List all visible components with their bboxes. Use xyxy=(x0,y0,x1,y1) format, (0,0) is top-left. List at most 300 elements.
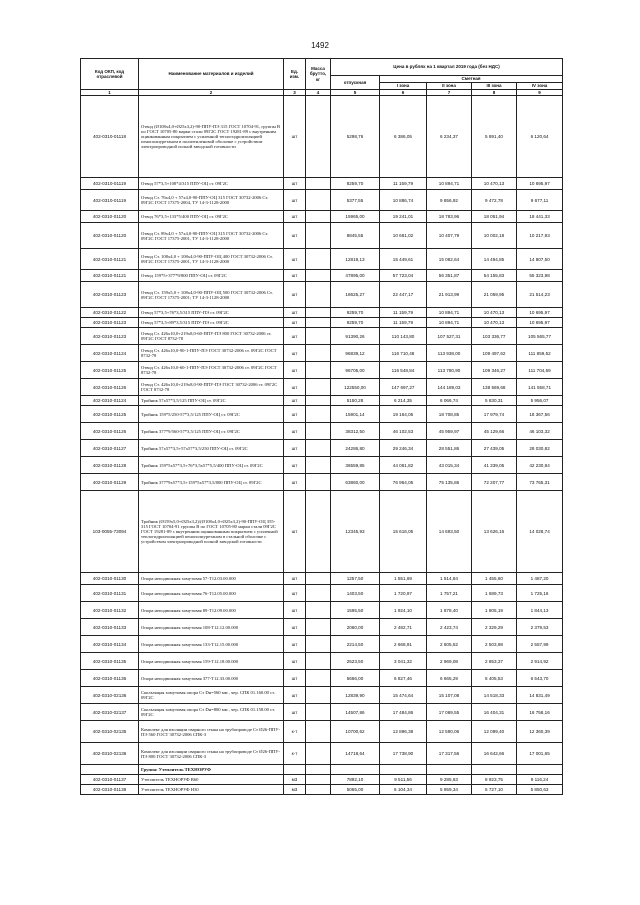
row-price-zone-2: 6 066,74 xyxy=(427,396,472,406)
row-price-zone-1: 6 386,05 xyxy=(380,96,427,178)
header-price-title: Цена в рублях на 1 квартал 2019 года (без НДС) xyxy=(331,59,563,76)
row-code: 402-0310-01123 xyxy=(81,282,139,308)
row-price-zone-4: 9 116,24 xyxy=(517,775,563,785)
row-price-release: 18625,27 xyxy=(331,282,380,308)
row-name: Отвод Ст. 426х10,0+219х8,0-60-ППУ-ПЭ 800 ГОСТ 30732-2006 ст. 09Г2С ГОСТ 8732-78 xyxy=(139,328,284,345)
row-mass xyxy=(306,721,331,743)
row-price-zone-2: 10 894,71 xyxy=(427,308,472,318)
col-index: 6 xyxy=(380,90,427,96)
row-price-zone-4: 105 565,77 xyxy=(517,328,563,345)
row-price-release: 36559,85 xyxy=(331,457,380,474)
row-price-release: 5377,55 xyxy=(331,190,380,211)
row-price-release: 9259,70 xyxy=(331,308,380,318)
row-price-zone-3: 10 002,18 xyxy=(472,223,517,249)
row-price-zone-2: 10 894,71 xyxy=(427,178,472,190)
row-price-zone-3: 2 853,37 xyxy=(472,653,517,670)
table-row xyxy=(81,440,563,457)
row-price-zone-4: 16 758,16 xyxy=(517,704,563,721)
row-price-zone-2: 1 757,21 xyxy=(427,585,472,602)
row-price-zone-2: 107 527,31 xyxy=(427,328,472,345)
table-row xyxy=(81,491,563,573)
header-zone-2: II зона xyxy=(427,83,472,90)
row-price-zone-2: 10 894,71 xyxy=(427,318,472,328)
row-price-zone-3: 103 336,77 xyxy=(472,328,517,345)
row-mass xyxy=(306,440,331,457)
header-zone-3: III зона xyxy=(472,83,517,90)
row-unit: шт xyxy=(284,270,306,282)
row-price-release: 5298,76 xyxy=(331,96,380,178)
row-mass xyxy=(306,573,331,585)
row-price-zone-1: 6 827,46 xyxy=(380,670,427,687)
row-price-zone-3: 10 470,13 xyxy=(472,318,517,328)
row-code: 402-0310-01120 xyxy=(81,211,139,223)
row-mass xyxy=(306,406,331,423)
row-unit: шт xyxy=(284,178,306,190)
row-price-zone-4: 1 487,20 xyxy=(517,573,563,585)
row-code: 402-0310-02136 xyxy=(81,687,139,704)
row-unit: шт xyxy=(284,190,306,211)
row-price-zone-1: 76 964,05 xyxy=(380,474,427,491)
row-price-zone-4: 10 695,97 xyxy=(517,178,563,190)
row-name: Отвод 57*3,5+76*3,5/315 ППУ-ПЭ ст. 09Г2С xyxy=(139,308,284,318)
row-price-release: 9259,70 xyxy=(331,318,380,328)
row-price-zone-2: 144 189,03 xyxy=(427,379,472,396)
row-mass xyxy=(306,423,331,440)
row-unit: к-т xyxy=(284,721,306,743)
header-name: Наименование материалов и изделий xyxy=(139,59,284,90)
row-name: Утеплитель ТЕХНОРУФ В60 xyxy=(139,775,284,785)
row-name: Опора неподвижная хомутовая 377-Т12.33.00.000 xyxy=(139,670,284,687)
row-price-zone-4: 17 001,65 xyxy=(517,743,563,765)
table-row xyxy=(81,457,563,474)
row-price-zone-2: 18 708,85 xyxy=(427,406,472,423)
row-price-release: 47895,00 xyxy=(331,270,380,282)
row-unit: шт xyxy=(284,379,306,396)
row-price-zone-1 xyxy=(380,765,427,775)
row-price-zone-2: 2 423,74 xyxy=(427,619,472,636)
row-price-zone-1: 10 886,74 xyxy=(380,190,427,211)
row-price-zone-2: 28 551,86 xyxy=(427,440,472,457)
row-price-zone-1: 29 246,34 xyxy=(380,440,427,457)
row-price-release: 14718,64 xyxy=(331,743,380,765)
row-mass xyxy=(306,345,331,362)
row-price-zone-4: 2 557,99 xyxy=(517,636,563,653)
row-name: Отвод Ст. 426х10,0-60-1-ППУ-ПЭ ГОСТ 30732-2006 ст. 09Г2С ГОСТ 8732-78 xyxy=(139,362,284,379)
row-price-release: 2214,50 xyxy=(331,636,380,653)
table-row xyxy=(81,653,563,670)
row-price-zone-3: 72 207,77 xyxy=(472,474,517,491)
table-row xyxy=(81,282,563,308)
table-row xyxy=(81,178,563,190)
row-mass xyxy=(306,743,331,765)
row-unit: шт xyxy=(284,308,306,318)
row-code: 402-0310-01118 xyxy=(81,96,139,178)
row-price-zone-2: 113 938,00 xyxy=(427,345,472,362)
row-code: 402-0310-01124 xyxy=(81,396,139,406)
row-price-zone-3: 5 830,31 xyxy=(472,396,517,406)
row-name: Опора неподвижная хомутовая 57-Т12.03.00.000 xyxy=(139,573,284,585)
row-price-zone-1: 11 159,79 xyxy=(380,318,427,328)
header-zone-4: IV зона xyxy=(517,83,563,90)
row-price-zone-1: 6 214,35 xyxy=(380,396,427,406)
col-index: 8 xyxy=(472,90,517,96)
row-price-release: 1595,50 xyxy=(331,602,380,619)
row-price-release: 1403,50 xyxy=(331,585,380,602)
row-price-zone-3: 41 339,05 xyxy=(472,457,517,474)
table-row xyxy=(81,270,563,282)
row-name: Комплект для изоляции сварного стыка на трубопроводе Ст Ø26-ППУ-ПЭ 560 ГОСТ 30732-2006 СПК-3 xyxy=(139,721,284,743)
row-price-zone-3: 54 155,83 xyxy=(472,270,517,282)
col-index: 2 xyxy=(139,90,284,96)
row-code: 402-0310-01125 xyxy=(81,406,139,423)
row-price-zone-4: 10 695,97 xyxy=(517,308,563,318)
table-row xyxy=(81,96,563,178)
row-price-zone-3: 21 059,95 xyxy=(472,282,517,308)
table-row xyxy=(81,619,563,636)
header-estimate: Сметная xyxy=(380,76,563,83)
row-price-release: 8845,55 xyxy=(331,223,380,249)
row-code: 402-0310-01136 xyxy=(81,670,139,687)
row-code: 402-0310-01119 xyxy=(81,190,139,211)
row-price-zone-3: 10 470,13 xyxy=(472,308,517,318)
row-price-zone-1: 147 697,27 xyxy=(380,379,427,396)
row-code: 402-0310-01119 xyxy=(81,178,139,190)
row-name: Тройник 377*9/560-57*3,5/125 ППУ-ОЦ ст. 09Г2С xyxy=(139,423,284,440)
row-price-zone-1: 110 143,80 xyxy=(380,328,427,345)
row-unit: шт xyxy=(284,96,306,178)
row-price-zone-2: 9 856,92 xyxy=(427,190,472,211)
row-mass xyxy=(306,223,331,249)
row-unit: шт xyxy=(284,249,306,270)
row-price-release: 5666,00 xyxy=(331,670,380,687)
row-price-zone-4: 9 677,11 xyxy=(517,190,563,211)
row-code: 402-0310-01135 xyxy=(81,653,139,670)
row-price-zone-4: 10 217,93 xyxy=(517,223,563,249)
row-price-zone-3: 9 472,78 xyxy=(472,190,517,211)
row-price-zone-3: 45 129,66 xyxy=(472,423,517,440)
row-price-zone-1: 1 551,69 xyxy=(380,573,427,585)
table-row xyxy=(81,636,563,653)
row-price-release: 12839,90 xyxy=(331,687,380,704)
row-mass xyxy=(306,457,331,474)
row-price-zone-1: 17 738,90 xyxy=(380,743,427,765)
row-code: 402-0310-01133 xyxy=(81,619,139,636)
row-name: Тройник (Ø159х5,0+Ø25х3,2)/(Ø108х4,0+Ø25х3,2)-90-ППУ-ОЦ 355-315 ГОСТ 10704-91 группы В по ГОСТ 10705-80 марки стали 09Г2С ГОСТ 19281-89 с внутренним оцинкованным покрытием с усиленной теплогидроизоляцией пенополиуретаном в стальной оболочке с устройством электропроводной полной заводской готовности xyxy=(139,491,284,573)
row-mass xyxy=(306,379,331,396)
row-unit: шт xyxy=(284,328,306,345)
row-price-zone-1: 11 159,79 xyxy=(380,178,427,190)
row-mass xyxy=(306,785,331,795)
row-name: Тройник 159*5/250-57*3,5/125 ППУ-ОЦ ст. 09Г2С xyxy=(139,406,284,423)
row-unit: шт xyxy=(284,345,306,362)
row-price-zone-1: 1 924,10 xyxy=(380,602,427,619)
row-name: Скользящая хомутовая опора Ст Dн=800 мм , чер. СПК 01.158.00 ст. 09Г2С xyxy=(139,704,284,721)
row-price-zone-1: 44 061,82 xyxy=(380,457,427,474)
row-name: Отвод 57*3,5+108*4/315 ППУ-ОЦ ст. 09Г2С xyxy=(139,178,284,190)
row-price-zone-4: 1 725,16 xyxy=(517,585,563,602)
row-price-zone-2: 12 590,06 xyxy=(427,721,472,743)
row-unit: шт xyxy=(284,585,306,602)
row-price-zone-4: 111 859,52 xyxy=(517,345,563,362)
table-body xyxy=(81,96,563,795)
table-row xyxy=(81,585,563,602)
row-price-zone-1: 2 482,71 xyxy=(380,619,427,636)
row-price-zone-1: 57 723,04 xyxy=(380,270,427,282)
row-price-release: 2060,00 xyxy=(331,619,380,636)
row-name: Скользящая хомутовая опора Ст Dн=560 мм , чер. СПК 01.160.00 ст. 09Г2С xyxy=(139,687,284,704)
price-table xyxy=(80,58,563,795)
col-index: 3 xyxy=(284,90,306,96)
table-row xyxy=(81,211,563,223)
row-name: Группа: Утеплитель ТЕХНОРУФ xyxy=(139,765,284,775)
row-code: 402-0310-01134 xyxy=(81,636,139,653)
row-mass xyxy=(306,636,331,653)
row-unit: шт xyxy=(284,670,306,687)
row-code: 402-0310-01121 xyxy=(81,270,139,282)
col-index: 5 xyxy=(331,90,380,96)
row-price-zone-2: 5 959,34 xyxy=(427,785,472,795)
row-price-zone-2: 45 959,97 xyxy=(427,423,472,440)
row-name: Комплект для изоляции сварного стыка на трубопроводе Ст Ø26-ППУ-ПЭ 800 ГОСТ 30732-2006 СПК-3 xyxy=(139,743,284,765)
row-price-zone-4: 5 956,07 xyxy=(517,396,563,406)
row-code xyxy=(81,765,139,775)
row-price-zone-3: 5 727,10 xyxy=(472,785,517,795)
row-price-zone-3: 14 518,33 xyxy=(472,687,517,704)
row-price-zone-3: 18 051,94 xyxy=(472,211,517,223)
row-code: 402-0310-01124 xyxy=(81,345,139,362)
col-index: 7 xyxy=(427,90,472,96)
row-price-zone-3: 16 642,66 xyxy=(472,743,517,765)
row-price-zone-1: 46 102,53 xyxy=(380,423,427,440)
row-mass xyxy=(306,318,331,328)
row-price-zone-3: 6 405,53 xyxy=(472,670,517,687)
row-unit: шт xyxy=(284,474,306,491)
row-price-zone-4: 14 807,50 xyxy=(517,249,563,270)
row-unit: шт xyxy=(284,282,306,308)
row-price-zone-2: 1 514,84 xyxy=(427,573,472,585)
row-code: 402-0310-01128 xyxy=(81,457,139,474)
row-name: Утеплитель ТЕХНОРУФ Н30 xyxy=(139,785,284,795)
row-price-zone-2: 2 969,08 xyxy=(427,653,472,670)
row-price-zone-1: 3 041,32 xyxy=(380,653,427,670)
row-price-zone-4: 6 120,64 xyxy=(517,96,563,178)
row-name: Отвод (Ø108х4,0+Ø25х3,2)-90-ППУ-ПЭ 315 ГОСТ 10704-91, группы В по ГОСТ 10705-80 марки стали 09Г2С ГОСТ 19281-89 с внутренним оцинкованным покрытием с усиленной теплогидроизоляцией пенополиуретаном в полиэтиленовой оболочке с устройством электропроводной полной заводской готовности xyxy=(139,96,284,178)
row-price-zone-4: 28 030,82 xyxy=(517,440,563,457)
row-price-zone-4: 2 914,92 xyxy=(517,653,563,670)
row-price-release: 5150,28 xyxy=(331,396,380,406)
row-price-zone-4: 10 695,97 xyxy=(517,318,563,328)
table-row xyxy=(81,423,563,440)
row-name: Отвод 159*5+377*9/800 ППУ-ОЦ ст. 09Г2С xyxy=(139,270,284,282)
table-row xyxy=(81,670,563,687)
row-name: Отвод Ст. 76х4,0 + 57х4,0-90-ППУ-ОЦ 315 ГОСТ 30732-2006 Ст. 09Г2С ГОСТ 17375-2004, ТУ 14-3-1128-2000 xyxy=(139,190,284,211)
row-price-zone-2: 43 015,34 xyxy=(427,457,472,474)
row-price-zone-1: 6 104,34 xyxy=(380,785,427,795)
row-mass xyxy=(306,775,331,785)
row-mass xyxy=(306,282,331,308)
row-price-zone-4: 21 514,23 xyxy=(517,282,563,308)
header-zone-1: I зона xyxy=(380,83,427,90)
row-price-zone-3: 109 497,62 xyxy=(472,345,517,362)
row-code: 402-0310-01127 xyxy=(81,440,139,457)
row-name: Опора неподвижная хомутовая 76-Т12.05.00.000 xyxy=(139,585,284,602)
row-price-zone-2: 56 351,87 xyxy=(427,270,472,282)
table-row xyxy=(81,190,563,211)
row-code: 402-0310-01120 xyxy=(81,223,139,249)
table-row xyxy=(81,687,563,704)
row-mass xyxy=(306,619,331,636)
table-row xyxy=(81,396,563,406)
row-code: 402-0310-02137 xyxy=(81,704,139,721)
row-price-zone-4: 18 367,56 xyxy=(517,406,563,423)
table-row xyxy=(81,406,563,423)
row-code: 103-0055-73094 xyxy=(81,491,139,573)
row-price-zone-4: 18 441,33 xyxy=(517,211,563,223)
table-row xyxy=(81,704,563,721)
row-price-zone-2: 15 082,64 xyxy=(427,249,472,270)
header-mass: Масса брутто, кг xyxy=(306,59,331,90)
row-price-zone-3: 2 503,98 xyxy=(472,636,517,653)
row-price-release: 122550,00 xyxy=(331,379,380,396)
row-code: 402-0310-01122 xyxy=(81,308,139,318)
row-price-release xyxy=(331,765,380,775)
row-code: 402-0310-01137 xyxy=(81,775,139,785)
row-unit: шт xyxy=(284,636,306,653)
table-row xyxy=(81,345,563,362)
row-price-zone-1: 10 661,02 xyxy=(380,223,427,249)
row-price-zone-1: 1 720,97 xyxy=(380,585,427,602)
row-price-zone-2: 14 693,50 xyxy=(427,491,472,573)
table-row xyxy=(81,249,563,270)
row-price-release: 15965,00 xyxy=(331,211,380,223)
row-price-release: 91390,26 xyxy=(331,328,380,345)
row-price-zone-3: 17 979,74 xyxy=(472,406,517,423)
row-price-zone-1: 9 511,56 xyxy=(380,775,427,785)
row-mass xyxy=(306,602,331,619)
row-price-zone-2: 21 913,99 xyxy=(427,282,472,308)
row-mass xyxy=(306,491,331,573)
row-price-zone-4: 5 850,63 xyxy=(517,785,563,795)
row-name: Опора неподвижная хомутовая 159-Т12.18.00.000 xyxy=(139,653,284,670)
row-price-release: 15901,14 xyxy=(331,406,380,423)
row-price-zone-3: 138 569,68 xyxy=(472,379,517,396)
row-price-release: 8259,70 xyxy=(331,178,380,190)
row-unit: шт xyxy=(284,406,306,423)
row-price-zone-3: 1 805,19 xyxy=(472,602,517,619)
row-name: Тройник 159*5х57*3,5+76*3,5х57*5,5/400 ППУ-ОЦ ст. 09Г2С xyxy=(139,457,284,474)
col-index: 1 xyxy=(81,90,139,96)
table-row xyxy=(81,721,563,743)
row-unit: шт xyxy=(284,396,306,406)
row-price-zone-4: 14 028,74 xyxy=(517,491,563,573)
row-price-release: 10700,62 xyxy=(331,721,380,743)
row-price-zone-4: 111 704,59 xyxy=(517,362,563,379)
row-price-zone-1: 2 668,91 xyxy=(380,636,427,653)
row-unit: шт xyxy=(284,211,306,223)
row-mass xyxy=(306,362,331,379)
row-mass xyxy=(306,653,331,670)
row-unit: шт xyxy=(284,687,306,704)
table-row xyxy=(81,362,563,379)
row-unit: к-т xyxy=(284,743,306,765)
row-unit: м3 xyxy=(284,785,306,795)
table-row xyxy=(81,602,563,619)
row-unit: шт xyxy=(284,491,306,573)
header-unit: Ед. изм. xyxy=(284,59,306,90)
row-mass xyxy=(306,178,331,190)
table-row xyxy=(81,379,563,396)
row-name: Отвод Ст. 426х10,0+219х8,0-90-ППУ-ПЭ ГОСТ 30732-2006 ст. 09Г2С ГОСТ 8732-78 xyxy=(139,379,284,396)
row-code: 402-0310-01123 xyxy=(81,318,139,328)
row-price-zone-3: 16 404,31 xyxy=(472,704,517,721)
row-price-release: 5065,00 xyxy=(331,785,380,795)
row-name: Отвод Ст. 426х10,0-90-1-ППУ-ПЭ ГОСТ 30732-2006 ст. 09Г2С ГОСТ 8732-78 xyxy=(139,345,284,362)
row-price-zone-1: 19 241,01 xyxy=(380,211,427,223)
row-mass xyxy=(306,474,331,491)
table-row xyxy=(81,318,563,328)
row-price-zone-3: 27 439,05 xyxy=(472,440,517,457)
row-unit: м3 xyxy=(284,775,306,785)
row-price-release: 1257,50 xyxy=(331,573,380,585)
row-price-zone-2: 6 234,37 xyxy=(427,96,472,178)
row-code: 402-0310-02136 xyxy=(81,743,139,765)
row-price-zone-2: 18 783,96 xyxy=(427,211,472,223)
row-name: Тройник 57х57*3,5+57х57*3,5/250 ППУ-ОЦ ст. 09Г2С xyxy=(139,440,284,457)
header-code: Код ОКП, код отраслевой xyxy=(81,59,139,90)
row-mass xyxy=(306,249,331,270)
col-index: 9 xyxy=(517,90,563,96)
row-price-release: 96839,12 xyxy=(331,345,380,362)
row-price-zone-1: 15 449,61 xyxy=(380,249,427,270)
row-mass xyxy=(306,687,331,704)
row-price-zone-1: 15 474,64 xyxy=(380,687,427,704)
table-row xyxy=(81,328,563,345)
row-price-release: 12819,13 xyxy=(331,249,380,270)
table-row xyxy=(81,775,563,785)
row-price-zone-1: 116 710,48 xyxy=(380,345,427,362)
row-mass xyxy=(306,96,331,178)
row-unit: шт xyxy=(284,423,306,440)
row-price-zone-3: 1 455,60 xyxy=(472,573,517,585)
row-name: Отвод Ст. 159х5,0 + 108х4,0-90-ППУ-ОЦ 500 ГОСТ 30732-2006 Ст. 09Г2С ГОСТ 17375-2001; ТУ 14-3-1128-2000 xyxy=(139,282,284,308)
row-unit: шт xyxy=(284,440,306,457)
row-price-release: 24286,80 xyxy=(331,440,380,457)
row-price-zone-4: 6 543,70 xyxy=(517,670,563,687)
row-code: 402-0310-01125 xyxy=(81,362,139,379)
table-row xyxy=(81,573,563,585)
row-price-zone-3: 8 923,75 xyxy=(472,775,517,785)
row-price-zone-3: 14 494,85 xyxy=(472,249,517,270)
row-code: 402-0310-01132 xyxy=(81,602,139,619)
row-price-zone-4: 73 765,31 xyxy=(517,474,563,491)
row-mass xyxy=(306,270,331,282)
row-code: 402-0310-01121 xyxy=(81,249,139,270)
row-price-zone-1: 11 159,79 xyxy=(380,308,427,318)
row-name: Тройник 57х57*3,5/125 ППУ-ОЦ ст. 09Г2С xyxy=(139,396,284,406)
row-price-release: 63860,00 xyxy=(331,474,380,491)
row-price-zone-4: 55 323,98 xyxy=(517,270,563,282)
row-price-release: 96705,00 xyxy=(331,362,380,379)
row-price-zone-2: 6 665,29 xyxy=(427,670,472,687)
table-row xyxy=(81,474,563,491)
row-price-zone-3: 13 626,16 xyxy=(472,491,517,573)
row-price-zone-2: 113 780,90 xyxy=(427,362,472,379)
row-price-zone-3: 10 470,13 xyxy=(472,178,517,190)
row-price-zone-1: 12 896,38 xyxy=(380,721,427,743)
row-price-zone-2 xyxy=(427,765,472,775)
row-price-zone-3 xyxy=(472,765,517,775)
table-row xyxy=(81,308,563,318)
